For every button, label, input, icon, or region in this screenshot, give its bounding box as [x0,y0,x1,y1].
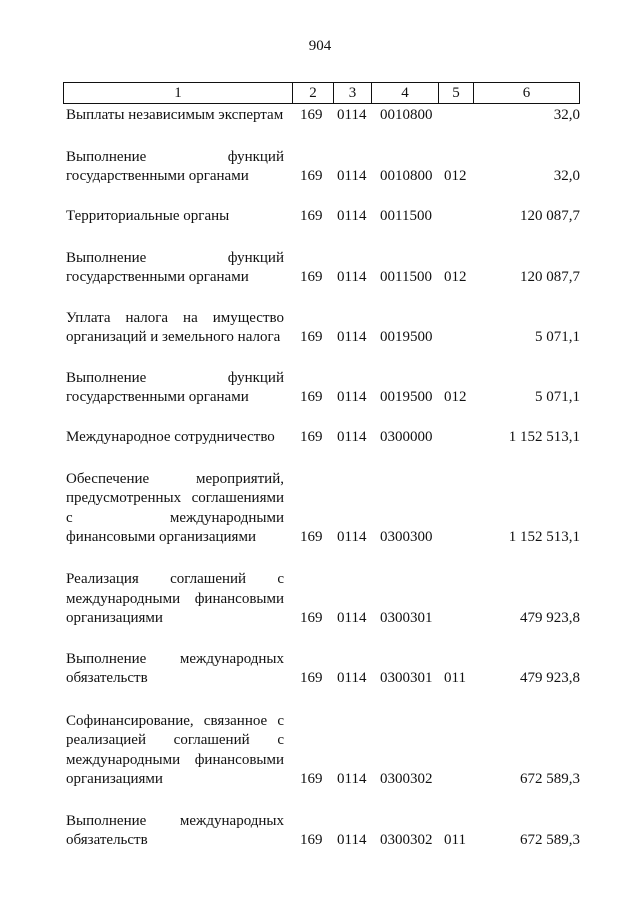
target-code: 0300302 [380,771,433,787]
description-line: Территориальные органы [66,208,230,224]
description-line: организациями [66,771,163,787]
description-line: государственными органами [66,389,249,405]
description-line: обязательств [66,670,148,686]
row-description [66,712,284,790]
description-line: Выполнение функций [66,369,284,386]
row-description [66,470,284,548]
amount: 479 923,8 [520,670,580,686]
expense-type-code: 012 [444,389,467,405]
description-line: Реализация соглашений с [66,571,284,587]
target-code: 0300300 [380,529,433,545]
amount: 1 152 513,1 [508,429,580,445]
section-code: 0114 [337,610,367,626]
grbs-code: 169 [300,429,323,445]
expense-type-code: 012 [444,269,467,285]
target-code: 0300302 [380,832,433,848]
grbs-code: 169 [300,610,323,626]
description-line: Выполнение функций [66,249,284,266]
description-line: Выполнение международных [66,812,284,829]
description-line: организаций и земельного налога [66,329,281,345]
header-col-6: 6 [473,83,579,103]
target-code: 0011500 [380,208,432,224]
row-description [66,428,284,448]
grbs-code: 169 [300,670,323,686]
header-col-3: 3 [333,83,371,103]
target-code: 0011500 [380,269,432,285]
target-code: 0019500 [380,329,433,345]
description-line: обязательств [66,832,148,848]
description-line: международными финансовыми [66,590,284,607]
expense-type-code: 011 [444,670,466,686]
target-code: 0010800 [380,107,433,123]
grbs-code: 169 [300,329,323,345]
target-code: 0300000 [380,429,433,445]
description-line: Уплата налога на имущество [66,309,284,326]
target-code: 0019500 [380,389,433,405]
row-description [66,309,284,348]
header-col-4: 4 [371,83,438,103]
description-line: Софинансирование, связанное с [66,712,284,729]
amount: 32,0 [553,107,580,123]
description-line: государственными органами [66,269,249,285]
description-line: финансовыми организациями [66,529,256,545]
target-code: 0010800 [380,168,433,184]
amount: 672 589,3 [520,771,580,787]
amount: 672 589,3 [520,832,580,848]
amount: 120 087,7 [520,208,580,224]
description-line: государственными органами [66,168,249,184]
header-col-2: 2 [292,83,333,103]
target-code: 0300301 [380,670,433,686]
section-code: 0114 [337,329,367,345]
row-description [66,650,284,689]
section-code: 0114 [337,208,367,224]
description-line: Обеспечение мероприятий, [66,470,284,487]
grbs-code: 169 [300,389,323,405]
description-line: организациями [66,610,163,626]
amount: 1 152 513,1 [508,529,580,545]
grbs-code: 169 [300,208,323,224]
row-description [66,249,284,288]
section-code: 0114 [337,670,367,686]
grbs-code: 169 [300,107,323,123]
page-number: 904 [308,38,332,54]
amount: 5 071,1 [535,389,580,405]
description-line: с международными [66,509,284,526]
grbs-code: 169 [300,529,323,545]
row-description [66,207,284,227]
amount: 120 087,7 [520,269,580,285]
grbs-code: 169 [300,168,323,184]
description-line: Выполнение международных [66,650,284,667]
grbs-code: 169 [300,269,323,285]
section-code: 0114 [337,529,367,545]
section-code: 0114 [337,269,367,285]
row-description [66,148,284,187]
target-code: 0300301 [380,610,433,626]
amount: 479 923,8 [520,610,580,626]
description-line: Международное сотрудничество [66,429,275,445]
description-line: Выполнение функций [66,148,284,165]
section-code: 0114 [337,107,367,123]
description-line: международными финансовыми [66,751,284,768]
row-description [66,369,284,408]
description-line: Выплаты независимым экспертам [66,107,284,123]
row-description [66,570,284,629]
amount: 5 071,1 [535,329,580,345]
section-code: 0114 [337,832,367,848]
amount: 32,0 [553,168,580,184]
section-code: 0114 [337,429,367,445]
description-line: предусмотренных соглашениями [66,490,284,506]
row-description [66,106,284,126]
grbs-code: 169 [300,832,323,848]
expense-type-code: 012 [444,168,467,184]
section-code: 0114 [337,168,367,184]
description-line: реализацией соглашений с [66,732,284,748]
grbs-code: 169 [300,771,323,787]
table-header [63,82,580,104]
section-code: 0114 [337,389,367,405]
section-code: 0114 [337,771,367,787]
header-col-1: 1 [174,85,182,101]
row-description [66,812,284,851]
expense-type-code: 011 [444,832,466,848]
header-col-5: 5 [438,83,473,103]
